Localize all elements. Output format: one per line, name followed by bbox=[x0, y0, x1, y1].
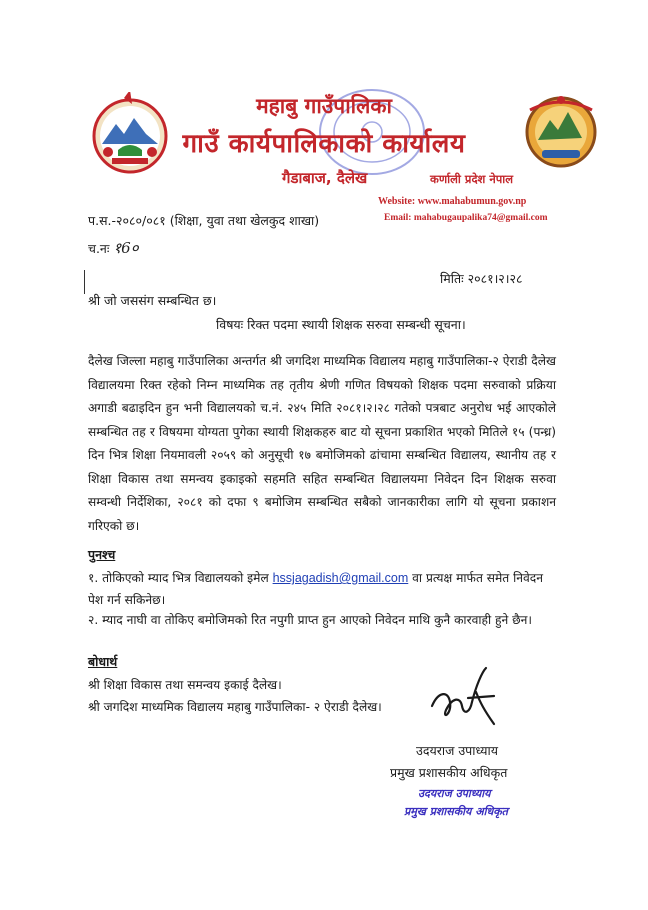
province-name: कर्णाली प्रदेश नेपाल bbox=[430, 172, 514, 186]
stamp-title: प्रमुख प्रशासकीय अधिकृत bbox=[404, 805, 508, 818]
signatory-title: प्रमुख प्रशासकीय अधिकृत bbox=[390, 765, 508, 780]
postscript-item-2: २. म्याद नाघी वा तोकिए बमोजिमको रित नपुगी प्राप्त हुन आएको निवेदन माथि कुनै कारवाही हुने छैन। bbox=[88, 613, 533, 627]
stamp-name: उदयराज उपाध्याय bbox=[418, 787, 491, 800]
cc-heading: बोधार्थ bbox=[88, 654, 118, 669]
postscript-item-1-suffix: वा प्रत्यक्ष मार्फत समेत निवेदन पेश गर्न सकिनेछ। bbox=[88, 571, 544, 607]
postscript-heading: पुनश्च bbox=[88, 547, 116, 562]
website-link[interactable]: Website: www.mahabumun.gov.np bbox=[378, 196, 527, 207]
margin-mark bbox=[84, 270, 85, 294]
letter-subject: विषयः रिक्त पदमा स्थायी शिक्षक सरुवा सम्बन्धी सूचना। bbox=[216, 317, 466, 332]
recipient-line: श्री जो जससंग सम्बन्धित छ। bbox=[88, 293, 217, 308]
cc-line-2: श्री जगदिश माध्यमिक विद्यालय महाबु गाउँपालिका- २ ऐराडी दैलेख। bbox=[88, 700, 382, 714]
notice-body: दैलेख जिल्ला महाबु गाउँपालिका अन्तर्गत श्री जगदिश माध्यमिक विद्यालय महाबु गाउँपालिका-२ ऐराडी दैलेख विद्यालयमा रिक्त रहेको निम्न माध्यमिक तह तृतीय श्रेणी गणित विषयको शिक्षक पदमा सरुवाको प्रक्रिया अगाडी बढाइदिन हुन भनी विद्यालयको च.नं. २४५ मिति २०८१।२।२८ गतेको पत्रबाट अनुरोध भई आएकोले सम्बन्धित तह र विषयमा योग्यता पुगेका स्थायी शिक्षकहरु बाट यो सूचना प्रकाशित भएको मितिले १५ (पन्ध्र) दिन भित्र शिक्षा नियमावली २०५९ को अनुसूची १७ बमोजिमको ढांचामा सम्बन्धित विद्यालय, स्थानीय तह र शिक्षा विकास तथा समन्वय इकाइको सहमति सहित सम्बन्धित विद्यालयमा निवेदन दिन शिक्षक सरुवा सम्वन्धी निर्देशिका, २०८१ को दफा ९ बमोजिम सम्बन्धित सबैको जानकारीका लागि यो सूचना प्रकाशन गरिएको छ। bbox=[88, 354, 556, 533]
office-email[interactable]: Email: mahabugaupalika74@gmail.com bbox=[384, 213, 548, 223]
postscript-item-1 bbox=[88, 567, 558, 611]
office-title: गाउँ कार्यपालिकाको कार्यालय bbox=[182, 129, 466, 159]
office-address: गैडाबाज, दैलेख bbox=[282, 169, 368, 187]
letter-reference-number: प.स.-२०८०/०८१ (शिक्षा, युवा तथा खेलकुद शाखा) bbox=[88, 213, 320, 228]
municipality-name: महाबु गाउँपालिका bbox=[256, 94, 392, 118]
postscript-item-1-prefix: १. तोकिएको म्याद भित्र विद्यालयको इमेल bbox=[88, 571, 269, 585]
letter-date: मितिः २०८१।२।२८ bbox=[440, 271, 523, 286]
municipality-logo bbox=[520, 90, 602, 172]
handwritten-signature bbox=[424, 662, 510, 732]
school-email-link[interactable]: hssjagadish@gmail.com bbox=[272, 571, 409, 585]
cc-line-1: श्री शिक्षा विकास तथा समन्वय इकाई दैलेख। bbox=[88, 678, 282, 692]
dispatch-value: १6० bbox=[113, 239, 139, 257]
dispatch-number bbox=[88, 238, 139, 258]
signatory-name: उदयराज उपाध्याय bbox=[416, 743, 498, 758]
dispatch-label: च.नः bbox=[88, 241, 110, 256]
